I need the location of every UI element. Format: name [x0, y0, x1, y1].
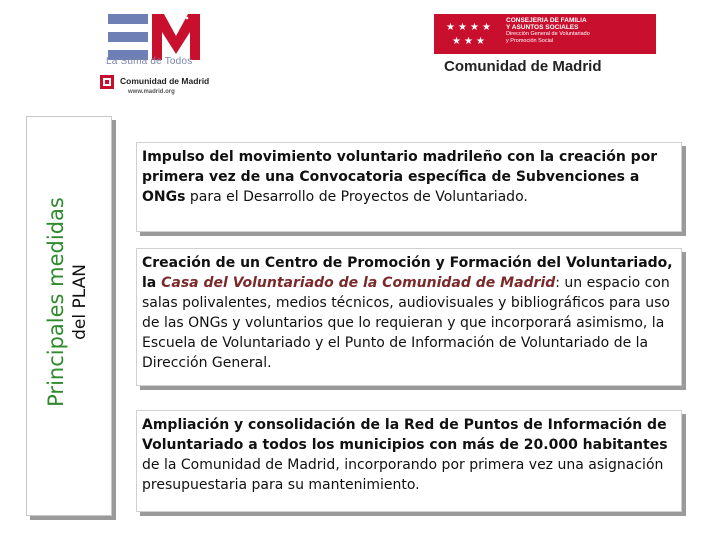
measure-1-bold: Impulso del movimiento voluntario madrileño con la creación por primera vez de una Convocatoria específica de Subvenciones a ONGs: [142, 149, 658, 205]
dept-line-4: y Promoción Social: [506, 38, 554, 44]
svg-text:★: ★: [482, 22, 491, 33]
svg-text:★: ★: [464, 36, 473, 47]
measure-2-bold: Creación de un Centro de Promoción y Formación del Voluntariado, la: [142, 255, 673, 291]
dept-line-3: Dirección General de Voluntariado: [506, 31, 590, 37]
logo-url: www.madrid.org: [128, 89, 175, 95]
side-title: [43, 152, 91, 452]
svg-text:★: ★: [476, 36, 485, 47]
svg-text:★: ★: [452, 36, 461, 47]
svg-text:★: ★: [446, 22, 455, 33]
comunidad-madrid-mark-icon: [100, 75, 114, 89]
measure-3-bold: Ampliación y consolidación de la Red de Puntos de Información de Voluntariado a todos los municipios con más de 20.000 habitantes: [142, 417, 668, 453]
svg-text:★: ★: [458, 22, 467, 33]
consejeria-banner: [434, 14, 656, 54]
measure-3-rest: de la Comunidad de Madrid, incorporando por primera vez una asignación presupuestaria para su mantenimiento.: [142, 457, 664, 493]
side-title-line-2: del PLAN: [70, 264, 90, 340]
measure-2-rest: : un espacio con salas polivalentes, medios técnicos, audiovisuales y bibliográficos para uso de las ONGs y voluntarios que lo requieran y que incorporará asimismo, la Escuela de Voluntariado y el Punto de Información de Voluntariado de la Dirección General.: [142, 275, 670, 371]
side-title-line-1: Principales medidas: [44, 197, 68, 407]
svg-text:★: ★: [470, 22, 479, 33]
department-text: [506, 17, 590, 45]
dept-line-2: Y ASUNTOS SOCIALES: [506, 24, 579, 31]
measure-2-italic: Casa del Voluntariado de la Comunidad de Madrid: [161, 275, 556, 291]
measure-card-1: [136, 142, 682, 232]
dept-line-1: CONSEJERIA DE FAMILIA: [506, 17, 587, 24]
measure-card-2: [136, 248, 682, 386]
logo-slogan: La Suma de Todos: [106, 56, 193, 67]
measure-1-rest: para el Desarrollo de Proyectos de Voluntariado.: [185, 189, 528, 205]
logo-org-name: Comunidad de Madrid: [120, 76, 210, 86]
stars-icon: [444, 18, 506, 50]
banner-org-name: Comunidad de Madrid: [444, 58, 602, 75]
measure-card-3: [136, 410, 682, 512]
